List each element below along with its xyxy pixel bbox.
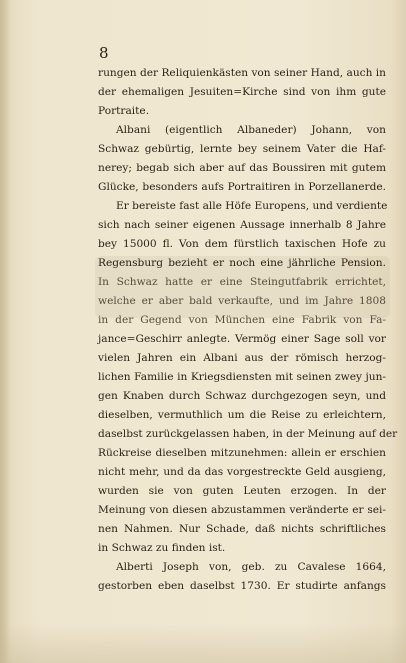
spine-shadow bbox=[0, 0, 10, 663]
text-line: Rückreise dieselben mitzunehmen: allein er erschien bbox=[98, 447, 386, 459]
text-line: Schwaz gebürtig, lernte bey seinem Vater die Haf- bbox=[98, 143, 386, 155]
text-line: Portraite. bbox=[98, 105, 150, 117]
text-line: nerey; begab sich aber auf das Boussiren mit gutem bbox=[98, 162, 386, 174]
text-line: In Schwaz hatte er eine Steingutfabrik errichtet, bbox=[98, 276, 386, 288]
text-line: nicht mehr, und da das vorgestreckte Geld ausgieng, bbox=[98, 466, 386, 478]
body-text bbox=[98, 64, 398, 596]
text-line: daselbst zurückgelassen haben, in der Meinung auf der bbox=[98, 428, 398, 440]
entry-heading-line: Albani (eigentlich Albaneder) Johann, von bbox=[116, 124, 386, 136]
entry-heading-line: Alberti Joseph von, geb. zu Cavalese 1664, bbox=[116, 561, 386, 573]
page-number: 8 bbox=[99, 44, 109, 62]
text-line: dieselben, vermuthlich um die Reise zu erleichtern, bbox=[98, 409, 386, 421]
text-line: rungen der Reliquienkästen von seiner Hand, auch in bbox=[98, 67, 386, 79]
text-line: gestorben eben daselbst 1730. Er studirte anfangs bbox=[98, 580, 386, 592]
text-line: in der Gegend von München eine Fabrik von Fa- bbox=[98, 314, 386, 326]
text-line: vielen Jahren ein Albani aus der römisch herzog- bbox=[98, 352, 386, 364]
text-line: in Schwaz zu finden ist. bbox=[98, 542, 226, 554]
text-line: Er bereiste fast alle Höfe Europens, und verdiente bbox=[116, 200, 388, 212]
text-line: gen Knaben durch Schwaz durchgezogen seyn, und bbox=[98, 390, 386, 402]
text-line: lichen Familie in Kriegsdiensten mit seinen zwey jun- bbox=[98, 371, 386, 383]
text-line: sich nach seiner eigenen Aussage innerhalb 8 Jahre bbox=[98, 219, 386, 231]
text-line: nen Nahmen. Nur Schade, daß nichts schriftliches bbox=[98, 523, 386, 535]
text-line: bey 15000 fl. Von dem fürstlich taxischen Hofe zu bbox=[98, 238, 386, 250]
text-line: der ehemaligen Jesuiten=Kirche sind von ihm gute bbox=[98, 86, 386, 98]
page-edge-wear bbox=[0, 623, 406, 663]
text-line: jance=Geschirr anlegte. Vermög einer Sage soll vor bbox=[98, 333, 386, 345]
text-line: welche er aber bald verkaufte, und im Jahre 1808 bbox=[98, 295, 386, 307]
text-line: Meinung von diesen abzustammen veränderte er sei- bbox=[98, 504, 386, 516]
text-line: Regensburg bezieht er noch eine jährliche Pension. bbox=[98, 257, 386, 269]
text-line: wurden sie von guten Leuten erzogen. In der bbox=[98, 485, 386, 497]
text-line: Glücke, besonders aufs Portraitiren in Porzellanerde. bbox=[98, 181, 386, 193]
